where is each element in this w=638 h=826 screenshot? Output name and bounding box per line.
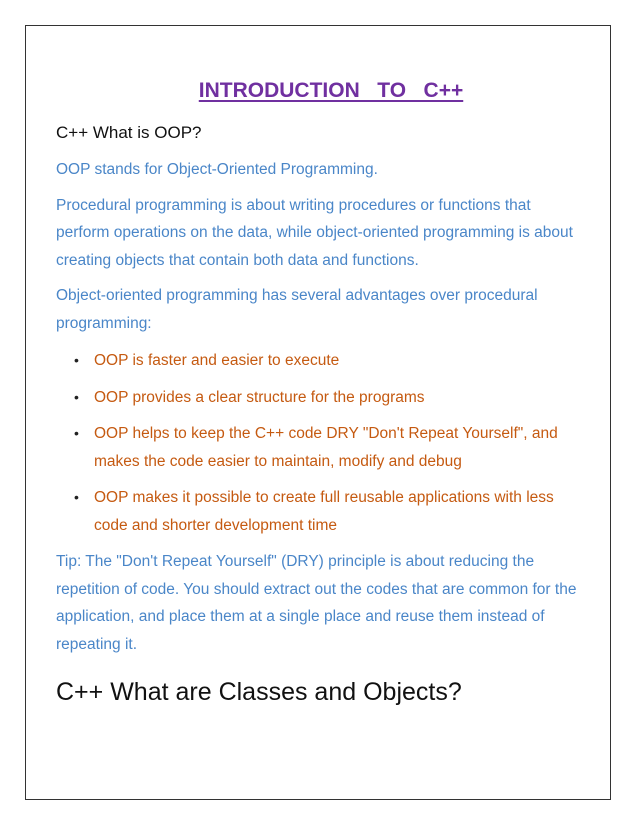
paragraph-advantages-intro: Object-oriented programming has several advantages over procedural programming: xyxy=(56,287,538,332)
list-item-text: OOP helps to keep the C++ code DRY "Don't Repeat Yourself", and makes the code easier to maintain, modify and debug xyxy=(94,425,558,470)
list-item-text: OOP is faster and easier to execute xyxy=(94,352,340,369)
bullet-icon: • xyxy=(74,352,79,368)
paragraph-oop-definition: OOP stands for Object-Oriented Programming. xyxy=(56,161,378,178)
list-item xyxy=(56,484,586,539)
list-item xyxy=(56,420,586,475)
list-item-text: OOP provides a clear structure for the programs xyxy=(94,388,425,406)
bullet-icon: • xyxy=(74,489,79,505)
bullet-icon: • xyxy=(74,425,79,441)
bullet-icon: • xyxy=(74,388,79,405)
document-content xyxy=(56,76,586,708)
tip-paragraph: Tip: The "Don't Repeat Yourself" (DRY) principle is about reducing the repetition of code. You should extract out the codes that are common for the application, and place them at a single place and reuse them instead of repeating it. xyxy=(56,553,577,653)
advantages-list xyxy=(56,347,586,539)
document-title: INTRODUCTION TO C++ xyxy=(198,79,464,102)
list-item xyxy=(56,347,586,375)
list-item-text: OOP makes it possible to create full reusable applications with less code and shorter development time xyxy=(94,489,554,534)
classes-objects-heading: C++ What are Classes and Objects? xyxy=(56,678,462,706)
list-item xyxy=(56,384,586,412)
oop-heading: C++ What is OOP? xyxy=(56,123,202,142)
paragraph-procedural-vs-oop: Procedural programming is about writing procedures or functions that perform operations on the data, while object-oriented programming is about creating objects that contain both data and functions. xyxy=(56,196,573,269)
